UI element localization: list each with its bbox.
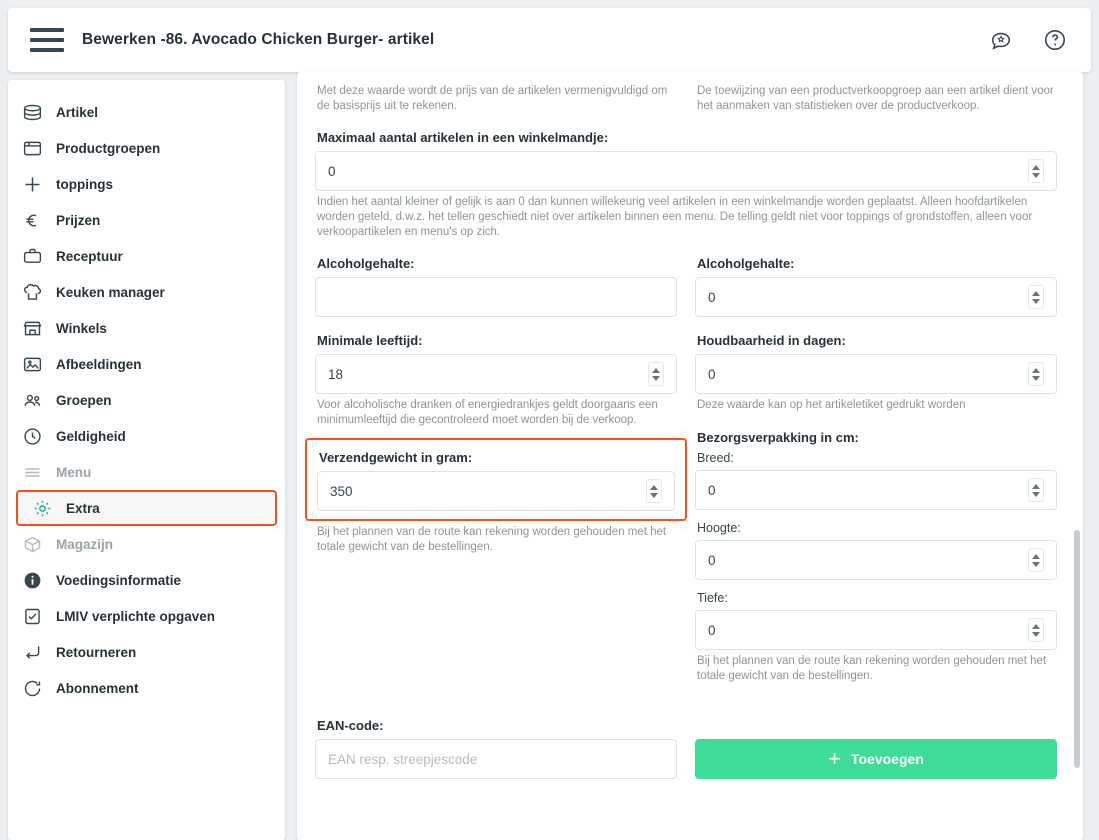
article-icon xyxy=(22,102,56,123)
refresh-icon xyxy=(22,678,56,699)
ean-label: EAN-code: xyxy=(317,718,384,733)
sidebar-item-keuken-manager[interactable] xyxy=(8,274,285,310)
packaging-depth-stepper[interactable] xyxy=(1028,618,1044,642)
sidebar-item-menu[interactable] xyxy=(8,454,285,490)
shelf-life-stepper[interactable] xyxy=(1028,362,1044,386)
sidebar-item-label: Receptuur xyxy=(56,248,123,264)
users-icon xyxy=(22,390,56,411)
ship-weight-input[interactable] xyxy=(317,471,675,511)
max-articles-input[interactable] xyxy=(315,151,1057,191)
sidebar-item-toppings[interactable] xyxy=(8,166,285,202)
packaging-width-stepper[interactable] xyxy=(1028,478,1044,502)
max-articles-group xyxy=(315,130,1065,240)
max-articles-helper: Indien het aantal kleiner of gelijk is aan 0 dan kunnen willekeurig veel artikelen in een winkelmandje worden geplaatst. Alleen hoofdartikelen worden geteld, d.w.z. het tellen geschiedt niet over artikelen binnen een menu. De telling geldt niet voor toppings of grondstoffen, alleen voor verkoopartikelen en menu's op zich. xyxy=(317,196,1033,238)
min-age-group xyxy=(315,333,677,684)
product-groups-icon xyxy=(22,138,56,159)
sidebar-item-prijzen[interactable] xyxy=(8,202,285,238)
packaging-height-label: Hoogte: xyxy=(697,521,741,535)
image-icon xyxy=(22,354,56,375)
ship-weight-helper: Bij het plannen van de route kan rekening worden gehouden met het totale gewicht van de bestellingen. xyxy=(317,526,667,553)
return-arrow-icon xyxy=(22,642,56,663)
box-icon xyxy=(22,534,56,555)
ean-placeholder: EAN resp. streepjescode xyxy=(328,751,478,767)
top-helpers-row xyxy=(315,80,1065,114)
packaging-width-label: Breed: xyxy=(697,451,734,465)
shelf-life-input[interactable] xyxy=(695,354,1057,394)
add-button[interactable] xyxy=(695,739,1057,779)
alcohol-left-label: Alcoholgehalte: xyxy=(317,256,415,271)
packaging-depth-input[interactable] xyxy=(695,610,1057,650)
vertical-scrollbar-thumb[interactable] xyxy=(1074,530,1080,768)
sidebar-item-lmiv[interactable] xyxy=(8,598,285,634)
packaging-height-stepper[interactable] xyxy=(1028,548,1044,572)
sidebar xyxy=(8,80,285,840)
min-age-input[interactable] xyxy=(315,354,677,394)
sidebar-item-winkels[interactable] xyxy=(8,310,285,346)
sidebar-item-extra[interactable] xyxy=(16,490,277,526)
age-shelf-row xyxy=(315,333,1065,684)
sidebar-item-label: Keuken manager xyxy=(56,284,165,300)
packaging-width-value: 0 xyxy=(708,482,716,498)
sidebar-item-voedingsinformatie[interactable] xyxy=(8,562,285,598)
sidebar-item-afbeeldingen[interactable] xyxy=(8,346,285,382)
extra-form xyxy=(297,72,1083,779)
ean-row xyxy=(315,718,1065,779)
alcohol-right-label: Alcoholgehalte: xyxy=(697,256,795,271)
sidebar-item-geldigheid[interactable] xyxy=(8,418,285,454)
sidebar-item-receptuur[interactable] xyxy=(8,238,285,274)
sidebar-item-label: LMIV verplichte opgaven xyxy=(56,608,216,624)
add-button-label: Toevoegen xyxy=(850,751,924,767)
info-icon xyxy=(22,570,56,591)
sidebar-item-label: Retourneren xyxy=(56,644,137,660)
shelf-life-group xyxy=(695,333,1057,684)
sidebar-item-label: Winkels xyxy=(56,320,107,336)
packaging-width-input[interactable] xyxy=(695,470,1057,510)
briefcase-icon xyxy=(22,246,56,267)
add-button-wrap xyxy=(695,718,1057,779)
sidebar-item-label: Groepen xyxy=(56,392,112,408)
sidebar-item-label: Productgroepen xyxy=(56,140,161,156)
packaging-depth-value: 0 xyxy=(708,622,716,638)
chef-hat-icon xyxy=(22,282,56,303)
sidebar-item-label: toppings xyxy=(56,176,113,192)
clock-icon xyxy=(22,426,56,447)
page-title: Bewerken -86. Avocado Chicken Burger- artikel xyxy=(82,31,435,48)
alcohol-left-input[interactable] xyxy=(315,277,677,317)
min-age-value: 18 xyxy=(328,366,344,382)
alcohol-right-value: 0 xyxy=(708,289,716,305)
shelf-life-helper: Deze waarde kan op het artikeletiket gedrukt worden xyxy=(697,399,966,411)
sidebar-item-label: Geldigheid xyxy=(56,428,126,444)
ean-input[interactable] xyxy=(315,739,677,779)
app-header xyxy=(8,8,1091,72)
ship-weight-group xyxy=(305,438,687,521)
sidebar-item-magazijn[interactable] xyxy=(8,526,285,562)
gear-icon xyxy=(32,498,66,519)
sidebar-item-groepen[interactable] xyxy=(8,382,285,418)
shelf-life-value: 0 xyxy=(708,366,716,382)
ean-group xyxy=(315,718,677,779)
main-panel xyxy=(297,72,1083,840)
checklist-icon xyxy=(22,606,56,627)
ship-weight-label: Verzendgewicht in gram: xyxy=(319,450,473,465)
menu-icon[interactable] xyxy=(30,28,64,52)
sidebar-item-label: Abonnement xyxy=(56,680,139,696)
euro-icon xyxy=(22,210,56,231)
sidebar-item-label: Magazijn xyxy=(56,536,114,552)
max-articles-label: Maximaal aantal artikelen in een winkelmandje: xyxy=(317,130,609,145)
sales-group-helper: De toewijzing van een productverkoopgroep aan een artikel dient voor het aanmaken van statistieken over de productverkoop. xyxy=(697,85,1054,112)
sidebar-item-label: Afbeeldingen xyxy=(56,356,142,372)
sidebar-item-label: Prijzen xyxy=(56,212,101,228)
alcohol-right-input[interactable] xyxy=(695,277,1057,317)
packaging-height-input[interactable] xyxy=(695,540,1057,580)
min-age-helper: Voor alcoholische dranken of energiedrankjes geldt doorgaans een minimumleeftijd die gecontroleerd moet worden bij de verkoop. xyxy=(317,399,658,426)
alcohol-right-group xyxy=(695,256,1057,317)
plus-icon: + xyxy=(828,746,841,771)
sidebar-item-label: Menu xyxy=(56,464,92,480)
packaging-label: Bezorgsverpakking in cm: xyxy=(697,430,859,445)
min-age-label: Minimale leeftijd: xyxy=(317,333,423,348)
alcohol-row xyxy=(315,256,1065,317)
sidebar-item-label: Extra xyxy=(66,500,100,516)
header-actions xyxy=(987,26,1069,54)
base-price-helper: Met deze waarde wordt de prijs van de artikelen vermenigvuldigd om de basisprijs uit te rekenen. xyxy=(317,85,668,112)
sidebar-item-label: Artikel xyxy=(56,104,99,120)
packaging-group xyxy=(695,430,1057,684)
help-circle-icon[interactable] xyxy=(1041,26,1069,54)
ship-weight-stepper[interactable] xyxy=(646,479,662,503)
list-icon xyxy=(22,462,56,483)
min-age-stepper[interactable] xyxy=(648,362,664,386)
feedback-icon[interactable] xyxy=(987,26,1015,54)
sidebar-item-artikel[interactable] xyxy=(8,94,285,130)
alcohol-right-stepper[interactable] xyxy=(1028,285,1044,309)
sidebar-item-abonnement[interactable] xyxy=(8,670,285,706)
alcohol-left-group xyxy=(315,256,677,317)
packaging-height-value: 0 xyxy=(708,552,716,568)
shelf-life-label: Houdbaarheid in dagen: xyxy=(697,333,846,348)
plus-icon xyxy=(22,174,56,195)
sidebar-item-label: Voedingsinformatie xyxy=(56,572,182,588)
max-articles-stepper[interactable] xyxy=(1028,159,1044,183)
max-articles-value: 0 xyxy=(328,163,336,179)
sidebar-item-productgroepen[interactable] xyxy=(8,130,285,166)
packaging-depth-label: Tiefe: xyxy=(697,591,728,605)
packaging-helper: Bij het plannen van de route kan rekening worden gehouden met het totale gewicht van de bestellingen. xyxy=(697,655,1047,682)
ship-weight-value: 350 xyxy=(330,483,353,499)
store-icon xyxy=(22,318,56,339)
sidebar-item-retourneren[interactable] xyxy=(8,634,285,670)
